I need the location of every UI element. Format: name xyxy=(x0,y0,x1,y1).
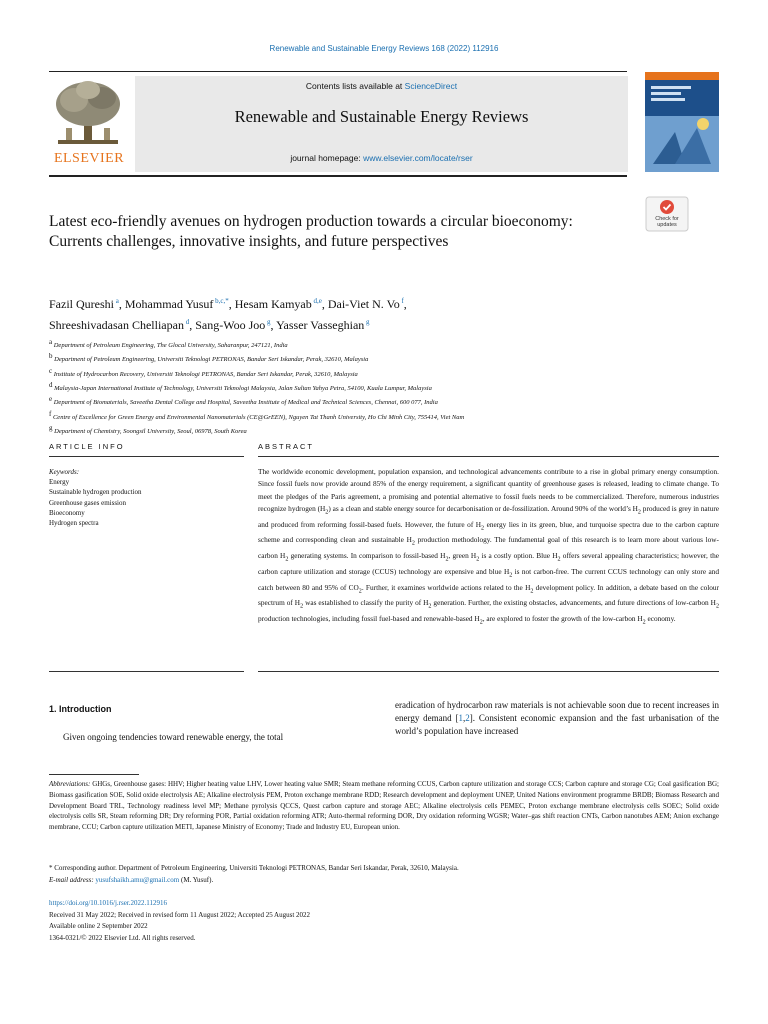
affiliation-text: Department of Petroleum Engineering, The Glocal University, Saharanpur, 247121, India xyxy=(52,342,288,350)
author-affiliation-marker[interactable]: d,e xyxy=(311,297,322,305)
journal-cover-thumbnail[interactable] xyxy=(645,72,719,172)
author-affiliation-marker[interactable]: d xyxy=(183,318,190,326)
introduction-heading: 1. Introduction xyxy=(49,704,112,714)
journal-homepage-link[interactable]: www.elsevier.com/locate/rser xyxy=(363,153,473,163)
author-name[interactable]: Hesam Kamyab xyxy=(234,297,312,311)
affiliation-item xyxy=(49,337,719,351)
affiliation-item xyxy=(49,423,719,437)
affiliation-key: a xyxy=(49,338,53,346)
author-affiliation-marker[interactable]: f xyxy=(399,297,404,305)
email-label: E-mail address: xyxy=(49,875,94,884)
affiliation-text: Malaysia-Japan International Institute of Technology, Universiti Teknologi Malaysia, Jalan Sultan Yahya Petra, 54100, Kuala Lumpur, Malaysia xyxy=(52,385,432,393)
affiliation-item xyxy=(49,394,719,408)
author-list: Fazil Qureshi $^a$, Mohammad Yusuf $^{b,c,*}$, Hesam Kamyab $^{d,e}$, Dai-Viet N. Vo $^f$, Shreeshivadasan Chelliapan $^d$, Sang-Woo Joo $^g$, Yasser Vasseghian $^g$ xyxy=(49,297,407,332)
author-name[interactable]: Yasser Vasseghian xyxy=(276,318,365,332)
abbreviations-footnote xyxy=(49,779,719,833)
publisher-name: ELSEVIER xyxy=(53,151,125,166)
affiliation-key: c xyxy=(49,366,53,375)
keyword-item: Bioeconomy xyxy=(49,508,85,517)
keyword-item: Sustainable hydrogen production xyxy=(49,488,142,497)
affiliation-text: Department of Petroleum Engineering, Universiti Teknologi PETRONAS, Bandar Seri Iskandar, Perak, 32610, Malaysia xyxy=(52,356,369,364)
article-info-heading: ARTICLE INFO xyxy=(49,442,125,451)
available-online-date: Available online 2 September 2022 xyxy=(49,922,148,930)
keyword-item: Hydrogen spectra xyxy=(49,519,99,528)
doi-link[interactable]: https://doi.org/10.1016/j.rser.2022.112916 xyxy=(49,899,168,907)
affiliation-item xyxy=(49,409,719,423)
keywords-block xyxy=(49,467,244,528)
keywords-label: Keywords: xyxy=(49,468,80,476)
abstract-heading: ABSTRACT xyxy=(258,442,315,451)
affiliation-text: Centre of Excellence for Green Energy and Environmental Nanomaterials (CE@GrEEN), Nguyen Tat Thanh University, Ho Chi Minh City, 755414, Viet Nam xyxy=(51,413,465,421)
crossmark-line1: Check for xyxy=(655,216,679,222)
author-affiliation-marker[interactable]: a xyxy=(114,297,119,305)
author-name[interactable]: Sang-Woo Joo xyxy=(195,318,266,332)
abstract-text: The worldwide economic development, population expansion, and technological advancements contribute to a rise in global primary energy consumption. Since fossil fuels now provide around 85% of the energy requirement, a significant quantity of greenhouse gases is released, leading to climate change. To meet the pledges of the Paris agreement, a promising and potential alternative to fossil fuels needs to be commercialized. Therefore, numerous industries recognize hydrogen $(H_2)$ as a clean and stable energy source for decarbonisation or de-fossilization. Around 90% of the world’s $H_2$ produced is grey in nature and produced from reforming fossil-based fuels. However, the future of $H_2$ energy lies in its green, blue, and turquoise spectra due to the carbon capture scheme and corresponding clean and sustainable $H_2$ production methodology. The fundamental goal of this research is to learn more about various low-carbon $H_2$ generating systems. In comparison to fossil-based $H_2$, green $H_2$ is a costly option. Blue $H_2$ offers several appealing characteristics; however, the carbon capture utilization and storage (CCUS) technology are expensive and blue $H_2$ is not carbon-free. The current CCUS technology can only store and catch between 80 and 95% of $CO_2$. Further, it examines worldwide actions related to the $H_2$ development policy. In addition, a debate based on the colour spectrum of $H_2$ was established to classify the purity of $H_2$ generation. Further, the existing obstacles, advancements, and future directions of low-carbon $H_2$ production technologies, including fossil fuel-based and renewable-based $H_2$, are explored to foster the growth of the low-carbon $H_2$ economy. xyxy=(258,467,720,626)
author-name[interactable]: Mohammad Yusuf xyxy=(124,297,214,311)
email-suffix: (M. Yusuf). xyxy=(179,875,214,884)
introduction-text-right: eradication of hydrocarbon raw materials is not achievable soon due to recent increases in energy demand [1,2]. Consistent economic expansion and the fast urbanisation of the world’s population have increased xyxy=(395,700,720,736)
keyword-item: Energy xyxy=(49,478,70,487)
section-divider-left xyxy=(49,671,244,672)
introduction-text-left: Given ongoing tendencies toward renewable energy, the total xyxy=(63,732,284,742)
section-divider-right xyxy=(258,671,719,672)
author-affiliation-marker[interactable]: g xyxy=(265,318,271,326)
author-affiliation-marker[interactable]: b,c,* xyxy=(213,297,229,305)
article-info-divider xyxy=(49,456,244,457)
journal-name: Renewable and Sustainable Energy Reviews xyxy=(234,107,529,126)
affiliation-text: Department of Biomaterials, Saveetha Dental College and Hospital, Saveetha Institute of Medical and Technical Sciences, Chennai, 600 077, India xyxy=(52,399,438,407)
homepage-line: journal homepage: www.elsevier.com/locate/rser xyxy=(290,153,473,163)
keywords-list xyxy=(49,477,244,528)
affiliation-key: e xyxy=(49,395,53,404)
abstract-divider xyxy=(258,456,719,457)
journal-citation[interactable]: Renewable and Sustainable Energy Reviews 168 (2022) 112916 xyxy=(269,44,499,53)
crossmark-line2: updates xyxy=(657,222,677,228)
affiliation-key: b xyxy=(49,352,53,361)
abbreviations-text: GHGs, Greenhouse gases: HHV; Higher heating value LHV, Lower heating value SMR; Steam methane reforming CCUS, Carbon capture utilization and storage CCS; Carbon capture and storage CG; Coal gasification BG; Biomass gasification SOE, Solid oxide electrolysis AE; Alkaline electrolysis PEM, Proton exchange membrane RDD; Research development and deployment UNEP, United Nations environment programme BRDB; Biomass Research and Development Board TRL, Technology readiness level MP; Methane pyrolysis QCCS, Quest carbon capture and storage AEC; Alkaline electrolysis cells PEMEC, Proton exchange membrane electrolysis cells SOEC; Solid oxide electrolysis cells SR, Steam reforming DR; Dry reforming POR, Partial oxidation reforming ATR; Auto-thermal reforming DOR, Dry oxidation reforming WGSR; Water–gas shift reaction CNTs, Carbon nanotubes AEM; Anion exchange membrane, CCU; Carbon capture utilization METI, Japanese Ministry of Economy; Trade and Industry EU, European union. xyxy=(49,780,719,832)
footnote-divider xyxy=(49,774,139,775)
received-dates: Received 31 May 2022; Received in revised form 11 August 2022; Accepted 25 August 2022 xyxy=(49,910,311,919)
author-affiliation-marker[interactable]: g xyxy=(364,318,370,326)
publication-info xyxy=(49,898,719,944)
paper-title: Latest eco-friendly avenues on hydrogen production towards a circular bioeconomy: Currents challenges, innovative insights, and future perspectives xyxy=(49,213,573,250)
sciencedirect-link[interactable]: ScienceDirect xyxy=(404,81,458,91)
copyright-line: 1364-0321/© 2022 Elsevier Ltd. All rights reserved. xyxy=(49,933,196,942)
affiliation-text: Department of Chemistry, Soongsil University, Seoul, 06978, South Korea xyxy=(52,428,247,436)
corresponding-author-text: * Corresponding author. Department of Petroleum Engineering, Universiti Teknologi PETRONAS, Bandar Seri Iskandar, Perak, 32610, Malaysia. xyxy=(49,864,459,872)
contents-line: Contents lists available at ScienceDirect xyxy=(305,81,458,91)
affiliation-text: Institute of Hydrocarbon Recovery, Universiti Teknologi PETRONAS, Bandar Seri Iskandar, Perak, 32610, Malaysia xyxy=(52,370,358,378)
affiliation-item xyxy=(49,366,719,380)
email-line xyxy=(49,875,719,887)
author-name[interactable]: Shreeshivadasan Chelliapan xyxy=(49,318,184,332)
keyword-item: Greenhouse gases emission xyxy=(49,498,126,507)
author-email-link[interactable]: yusufshaikh.amu@gmail.com xyxy=(95,875,180,884)
affiliation-key: g xyxy=(49,424,53,433)
affiliation-key: d xyxy=(49,381,53,390)
affiliation-list xyxy=(49,337,719,438)
author-name[interactable]: Dai-Viet N. Vo xyxy=(327,297,400,311)
abbreviations-label: Abbreviations: xyxy=(49,780,91,788)
header-divider xyxy=(49,71,627,72)
header-divider-bottom xyxy=(49,175,627,177)
corresponding-author-footnote xyxy=(49,863,719,886)
check-for-updates-badge[interactable] xyxy=(645,196,689,232)
author-name[interactable]: Fazil Qureshi xyxy=(49,297,114,311)
affiliation-item xyxy=(49,380,719,394)
affiliation-key: f xyxy=(49,409,52,418)
affiliation-item xyxy=(49,351,719,365)
